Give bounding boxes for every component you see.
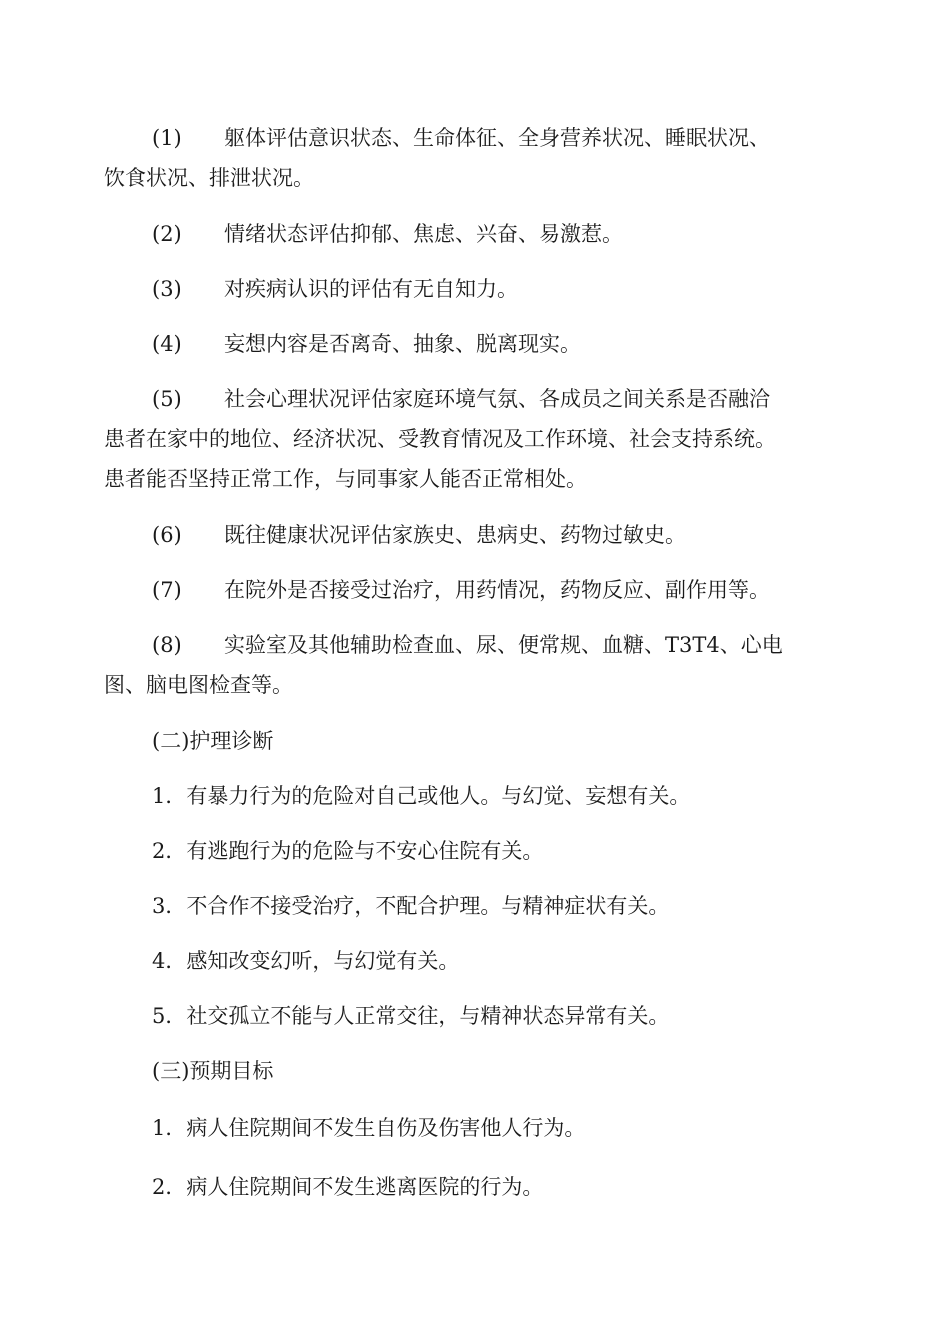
item-number: (6) xyxy=(152,523,182,547)
item-number: (5) xyxy=(152,387,182,411)
item-text: 患者能否坚持正常工作，与同事家人能否正常相处。 xyxy=(104,467,587,491)
item-text: 妄想内容是否离奇、抽象、脱离现实。 xyxy=(224,332,581,356)
item-number: (8) xyxy=(152,633,182,657)
section-heading-diagnosis: (二)护理诊断 xyxy=(152,729,274,753)
assessment-item-1 xyxy=(152,124,770,152)
item-text: 对疾病认识的评估有无自知力。 xyxy=(224,277,518,301)
diagnosis-item-3: 3．不合作不接受治疗，不配合护理。与精神症状有关。 xyxy=(152,894,670,918)
diagnosis-item-2: 2．有逃跑行为的危险与不安心住院有关。 xyxy=(152,839,544,863)
section-heading-goals: (三)预期目标 xyxy=(152,1059,274,1083)
item-number: (3) xyxy=(152,277,182,301)
assessment-item-7 xyxy=(152,576,770,604)
item-number: (2) xyxy=(152,222,182,246)
item-text: 躯体评估意识状态、生命体征、全身营养状况、睡眠状况、 xyxy=(224,126,770,150)
item-number: (7) xyxy=(152,578,182,602)
item-text: 社会心理状况评估家庭环境气氛、各成员之间关系是否融洽 xyxy=(224,387,770,411)
item-text: 既往健康状况评估家族史、患病史、药物过敏史。 xyxy=(224,523,686,547)
diagnosis-item-5: 5．社交孤立不能与人正常交往，与精神状态异常有关。 xyxy=(152,1004,670,1028)
goal-item-2: 2．病人住院期间不发生逃离医院的行为。 xyxy=(152,1175,544,1199)
assessment-item-8 xyxy=(152,631,783,659)
assessment-item-6 xyxy=(152,521,686,549)
assessment-item-5 xyxy=(152,385,770,413)
diagnosis-item-4: 4．感知改变幻听，与幻觉有关。 xyxy=(152,949,460,973)
item-text: 图、脑电图检查等。 xyxy=(104,673,293,697)
assessment-item-8-cont xyxy=(104,671,293,699)
item-text: 情绪状态评估抑郁、焦虑、兴奋、易激惹。 xyxy=(224,222,623,246)
item-text: 饮食状况、排泄状况。 xyxy=(104,166,314,190)
item-text: 在院外是否接受过治疗，用药情况，药物反应、副作用等。 xyxy=(224,578,770,602)
assessment-item-4 xyxy=(152,330,581,358)
item-number: (1) xyxy=(152,126,182,150)
assessment-item-5-cont xyxy=(104,465,587,493)
item-number: (4) xyxy=(152,332,182,356)
item-text: 实验室及其他辅助检查血、尿、便常规、血糖、T3T4、心电 xyxy=(224,633,783,657)
diagnosis-item-1: 1．有暴力行为的危险对自己或他人。与幻觉、妄想有关。 xyxy=(152,784,691,808)
assessment-item-3 xyxy=(152,275,518,303)
assessment-item-1-cont xyxy=(104,164,314,192)
assessment-item-5-cont xyxy=(104,425,776,453)
assessment-item-2 xyxy=(152,220,623,248)
goal-item-1: 1．病人住院期间不发生自伤及伤害他人行为。 xyxy=(152,1116,586,1140)
item-text: 患者在家中的地位、经济状况、受教育情况及工作环境、社会支持系统。 xyxy=(104,427,776,451)
